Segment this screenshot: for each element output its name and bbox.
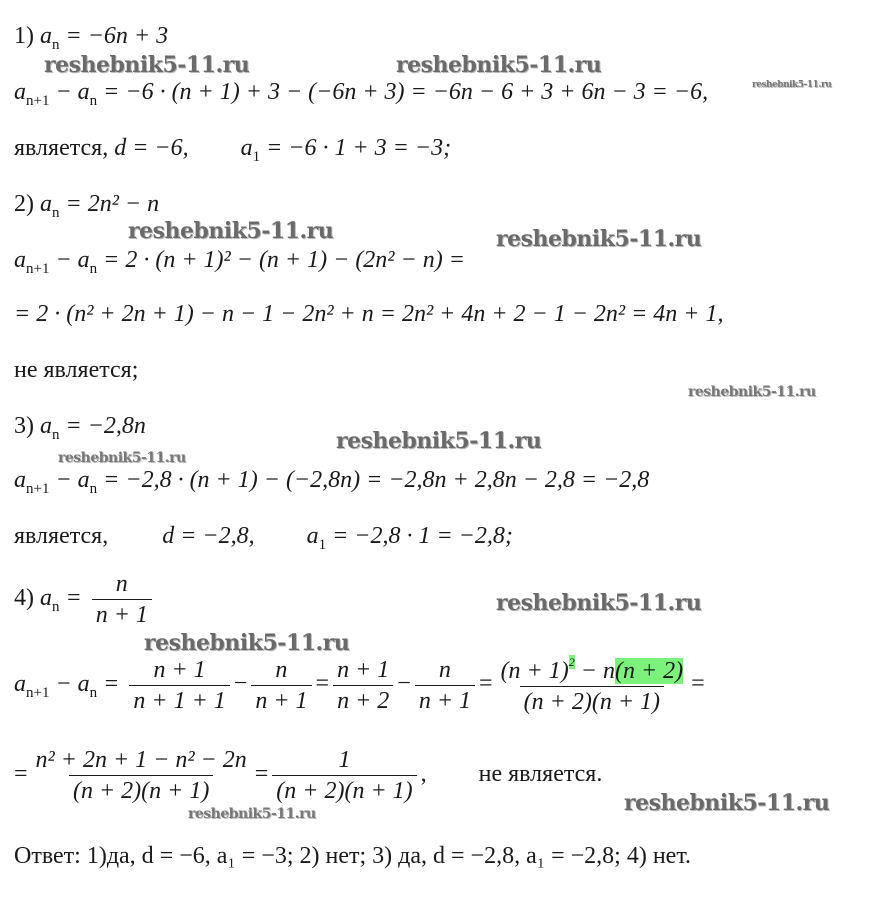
fraction: $\frac{n}{n + 1}$ [92,572,152,627]
fraction: $\frac{n}{n + 1}$ [415,658,475,713]
fraction: $\frac{n}{n + 1}$ [251,658,311,713]
part2-conclusion: не является; [14,357,139,383]
part4-difference: $a_{n+1} - a_n$ = $\frac{n + 1}{n + 1 + 1}$ − $\frac{n}{n + 1}$ = $\frac{n + 1}{n + 2}$ − $\frac{n}{n + 1}$ = $\frac{(n + 1)^2 - n(n + 2)}{(n + 2)(n + 1)}$ = [14,655,705,715]
part1-difference: $a_{n+1} - a_n = -6 \cdot (n + 1) + 3 - (-6n + 3) = -6n - 6 + 3 + 6n - 3 = -6$, [14,79,709,109]
watermark: reshebnik5-11.ru [496,226,702,252]
part1-conclusion: является, d = −6, $a_1 = -6 \cdot 1 + 3 = -3$; [14,135,452,165]
fraction: $\frac{\text{n² + 2n + 1 − n² − 2n}}{(n + 2)(n + 1)}$ [35,747,247,804]
part2-difference: $a_{n+1} - a_n = 2 \cdot (n + 1)^2 - (n + 1) - (2n^2 - n)$ = [14,247,465,277]
watermark: reshebnik5-11.ru [396,52,602,78]
fraction: $\frac{n + 1}{n + 1 + 1}$ [129,658,229,713]
watermark: reshebnik5-11.ru [144,630,350,656]
watermark: reshebnik5-11.ru [128,218,334,244]
fraction: $\frac{(n + 1)^2 - n(n + 2)}{(n + 2)(n + 1)}$ [500,655,684,715]
watermark: reshebnik5-11.ru [752,80,832,90]
part3-conclusion: является, d = −2,8, $a_1 = -2,8 \cdot 1 = -2,8$; [14,523,513,553]
part2-expansion: = 2 · (n² + 2n + 1) − n − 1 − 2n² + n = 2n² + 4n + 2 − 1 − 2n² = 4n + 1, [14,301,724,327]
watermark: reshebnik5-11.ru [58,450,186,466]
fraction: $\frac{n + 1}{n + 2}$ [333,658,393,713]
part3-formula: 3) $a_n = -2,8n$ [14,413,146,443]
fraction: $\frac{1}{(n + 2)(n + 1)}$ [272,748,416,803]
part2-formula: 2) $a_n = 2n^2 - n$ [14,191,160,221]
part1-formula: 1) $a_n = -6n + 3$ [14,23,169,53]
watermark: reshebnik5-11.ru [688,384,816,400]
watermark: reshebnik5-11.ru [336,428,542,454]
watermark: reshebnik5-11.ru [44,52,250,78]
part4-result: = $\frac{\text{n² + 2n + 1 − n² − 2n}}{(n + 2)(n + 1)}$ = $\frac{1}{(n + 2)(n + 1)}$ , не является. [14,747,603,804]
watermark: reshebnik5-11.ru [188,806,316,822]
part3-difference: $a_{n+1} - a_n = -2,8 \cdot (n + 1) - (-2,8n) = -2,8n + 2,8n - 2,8 = -2,8$ [14,467,650,497]
watermark: reshebnik5-11.ru [496,590,702,616]
answer-line: Ответ: 1)да, d = −6, a₁ = −3; 2) нет; 3) да, d = −2,8, a₁ = −2,8; 4) нет. [14,843,692,869]
watermark: reshebnik5-11.ru [624,790,830,816]
part4-formula: 4) $a_n$ = $\frac{n}{n + 1}$ [14,572,156,627]
